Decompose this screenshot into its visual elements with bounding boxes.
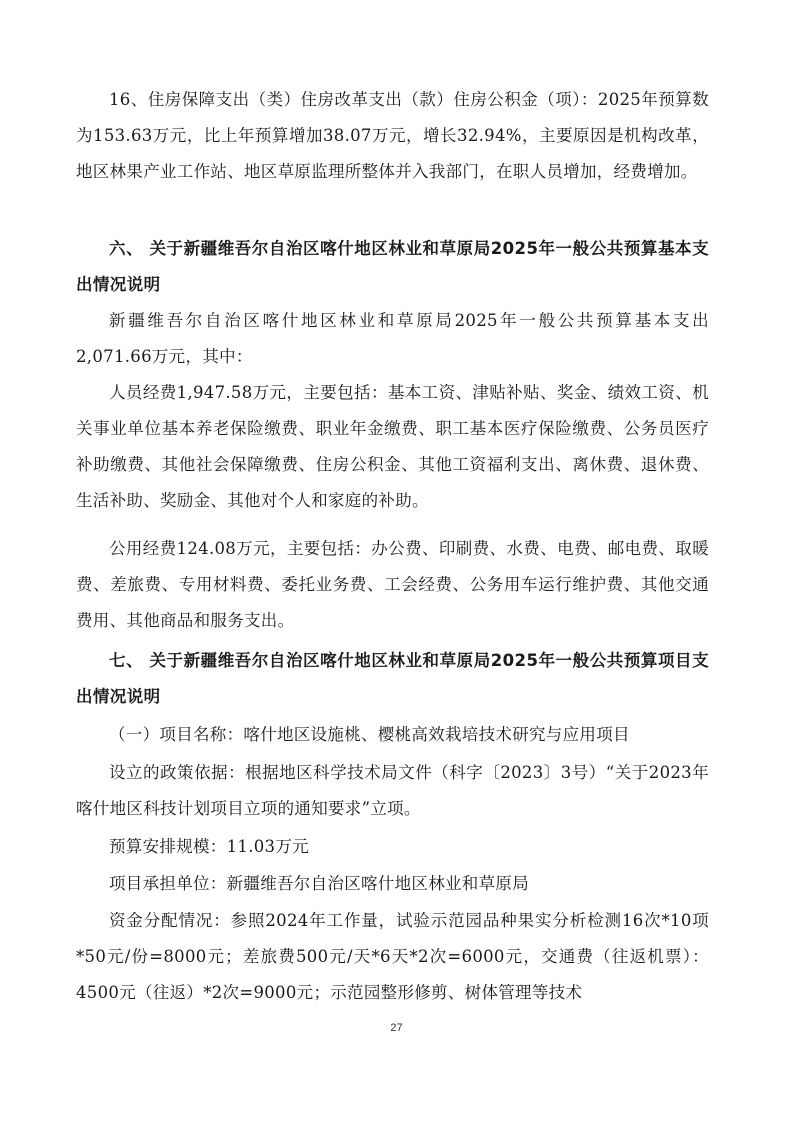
paragraph-budget-scale: 预算安排规模：11.03万元 [109, 837, 309, 856]
paragraph-project-name: （一）项目名称：喀什地区设施桃、樱桃高效栽培技术研究与应用项目 [109, 725, 630, 744]
paragraph-fund-allocation: 资金分配情况：参照2024年工作量，试验示范园品种果实分析检测16次*10项*50元/份=8000元；差旅费500元/天*6天*2次=6000元，交通费（往返机票）：4500元（往返）*2次=9000元；示范园整形修剪、树体管理等技术 [76, 911, 709, 1002]
section-heading-7-project-expenditure: 七、 关于新疆维吾尔自治区喀什地区林业和草原局2025年一般公共预算项目支出情况说明 [76, 651, 709, 706]
paragraph-basic-expenditure-total: 新疆维吾尔自治区喀什地区林业和草原局2025年一般公共预算基本支出2,071.66万元，其中： [76, 311, 709, 366]
page-number: 27 [390, 1022, 403, 1034]
section-heading-6-basic-expenditure: 六、 关于新疆维吾尔自治区喀什地区林业和草原局2025年一般公共预算基本支出情况说明 [76, 239, 709, 294]
paragraph-public-expenses: 公用经费124.08万元，主要包括：办公费、印刷费、水费、电费、邮电费、取暖费、差旅费、专用材料费、委托业务费、工会经费、公务用车运行维护费、其他交通费用、其他商品和服务支出。 [76, 539, 709, 630]
paragraph-policy-basis: 设立的政策依据：根据地区科学技术局文件（科字〔2023〕3号）“关于2023年喀什地区科技计划项目立项的通知要求”立项。 [76, 763, 709, 818]
paragraph-housing-provident-fund: 16、住房保障支出（类）住房改革支出（款）住房公积金（项）：2025年预算数为153.63万元，比上年预算增加38.07万元，增长32.94%，主要原因是机构改革，地区林果产业工作站、地区草原监理所整体并入我部门，在职人员增加，经费增加。 [76, 90, 709, 181]
paragraph-personnel-expenses: 人员经费1,947.58万元，主要包括：基本工资、津贴补贴、奖金、绩效工资、机关事业单位基本养老保险缴费、职业年金缴费、职工基本医疗保险缴费、公务员医疗补助缴费、其他社会保障缴费、住房公积金、其他工资福利支出、离休费、退休费、生活补助、奖励金、其他对个人和家庭的补助。 [76, 383, 709, 510]
paragraph-undertaking-unit: 项目承担单位：新疆维吾尔自治区喀什地区林业和草原局 [109, 874, 529, 893]
